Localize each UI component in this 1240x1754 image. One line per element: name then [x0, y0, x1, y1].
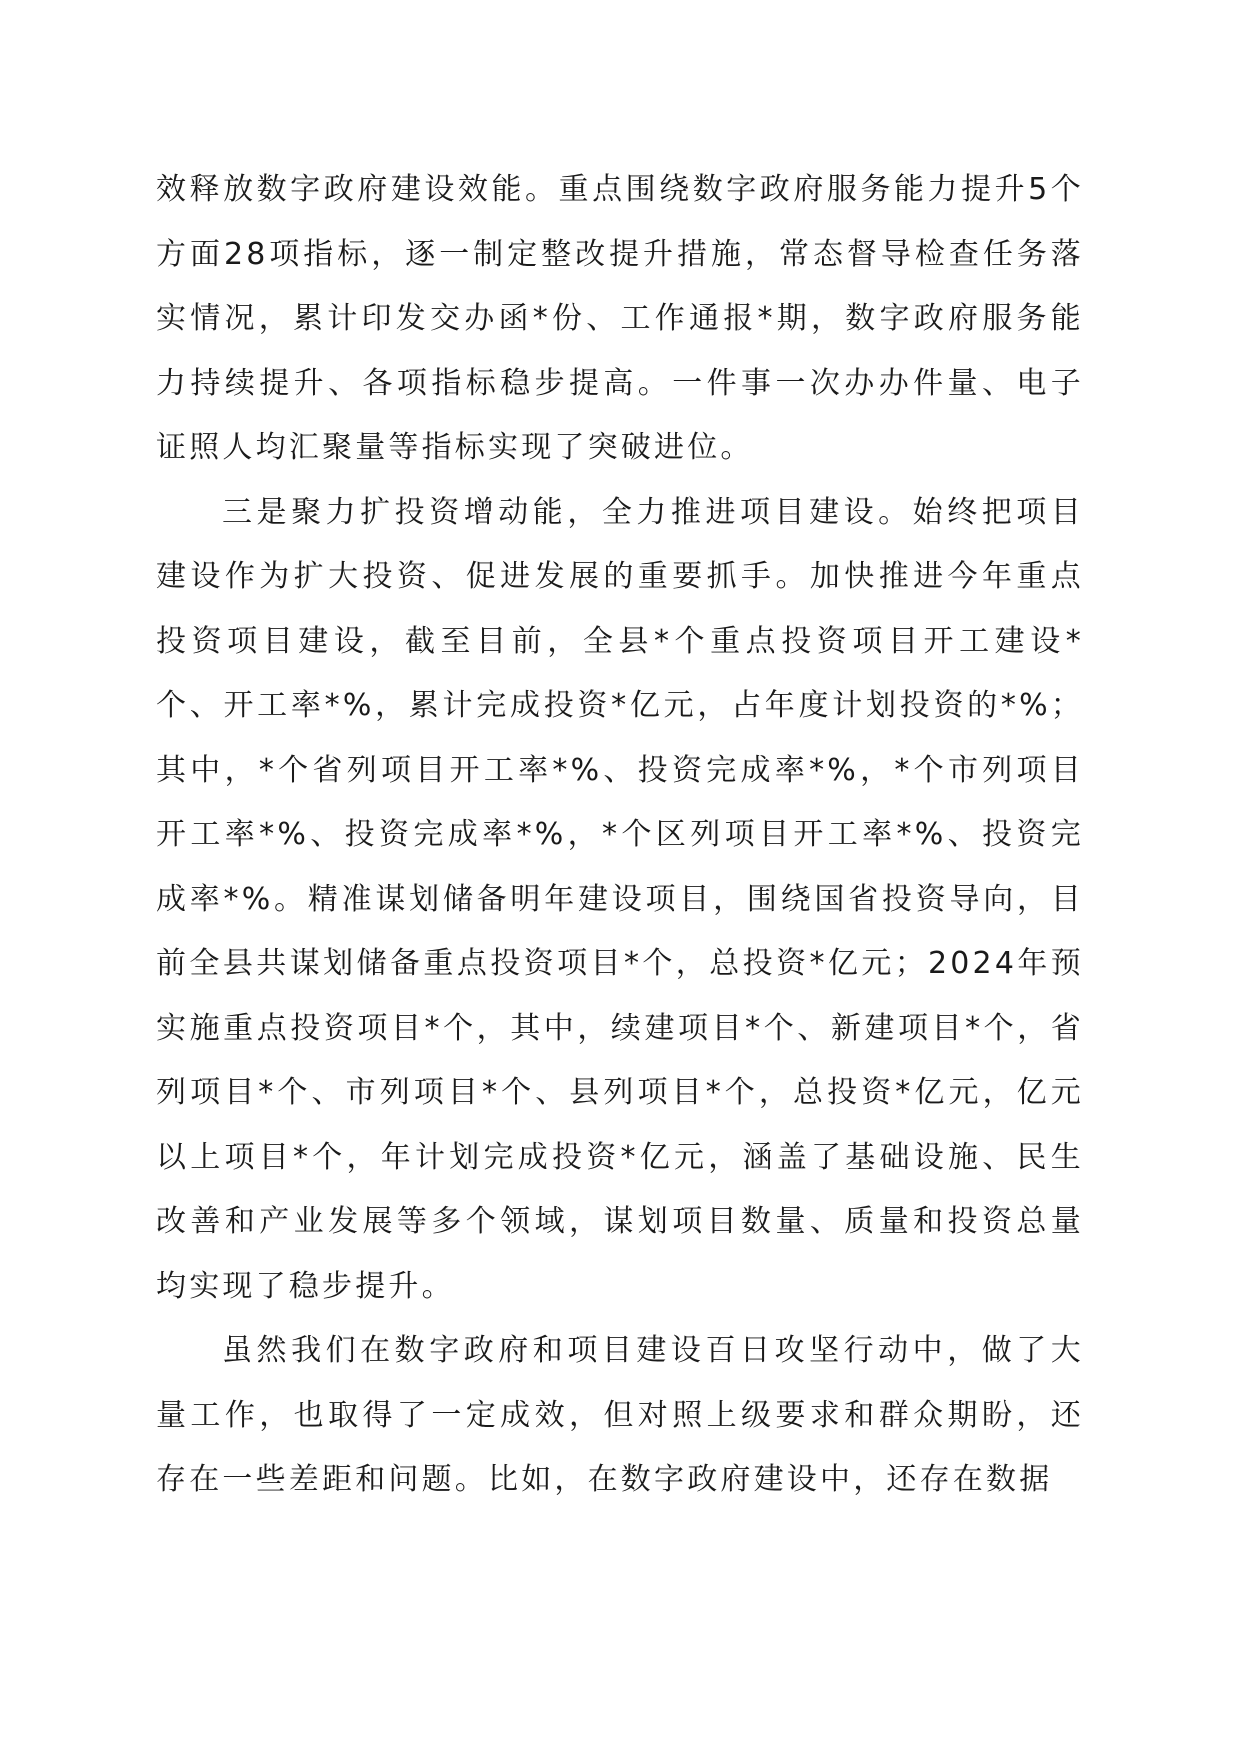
paragraph-problems: 虽然我们在数字政府和项目建设百日攻坚行动中，做了大量工作，也取得了一定成效，但对照上级要求和群众期盼，还存在一些差距和问题。比如，在数字政府建设中，还存在数据: [156, 1333, 1084, 1497]
paragraph-project-construction: 三是聚力扩投资增动能，全力推进项目建设。始终把项目建设作为扩大投资、促进发展的重要抓手。加快推进今年重点投资项目建设，截至目前，全县*个重点投资项目开工建设*个、开工率*%，累计完成投资*亿元，占年度计划投资的*%；其中，*个省列项目开工率*%、投资完成率*%，*个市列项目开工率*%、投资完成率*%，*个区列项目开工率*%、投资完成率*%。精准谋划储备明年建设项目，围绕国省投资导向，目前全县共谋划储备重点投资项目*个，总投资*亿元；2024年预实施重点投资项目*个，其中，续建项目*个、新建项目*个，省列项目*个、市列项目*个、县列项目*个，总投资*亿元，亿元以上项目*个，年计划完成投资*亿元，涵盖了基础设施、民生改善和产业发展等多个领域，谋划项目数量、质量和投资总量均实现了稳步提升。: [156, 494, 1084, 1304]
paragraph-continuation: 效释放数字政府建设效能。重点围绕数字政府服务能力提升5个方面28项指标，逐一制定整改提升措施，常态督导检查任务落实情况，累计印发交办函*份、工作通报*期，数字政府服务能力持续提升、各项指标稳步提高。一件事一次办办件量、电子证照人均汇聚量等指标实现了突破进位。: [156, 172, 1084, 465]
document-body: [156, 158, 1084, 1513]
